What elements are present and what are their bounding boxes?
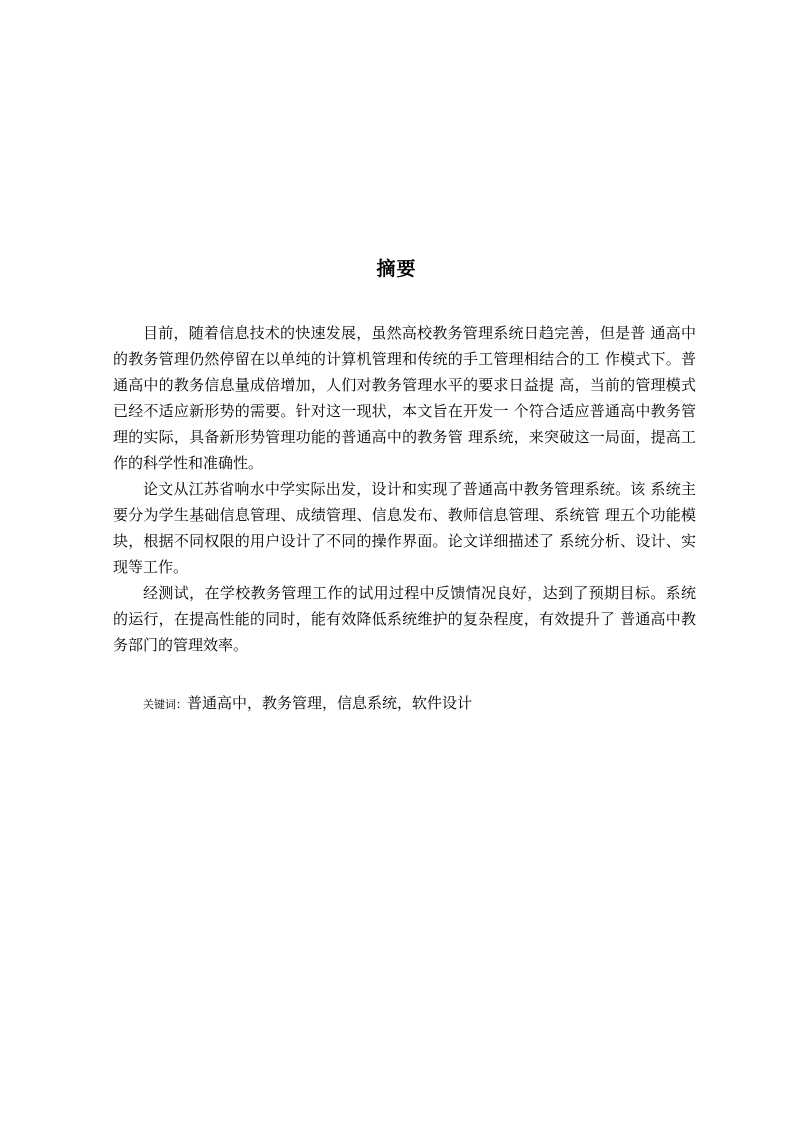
keywords-label: 关键词： — [143, 698, 187, 711]
keywords-text: 普通高中，教务管理，信息系统，软件设计 — [187, 694, 473, 712]
abstract-paragraph-3: 经测试，在学校教务管理工作的试用过程中反馈情况良好，达到了预期目标。系统的运行，在提高性能的同时，能有效降低系统维护的复杂程度，有效提升了 普通高中教务部门的管理效率。 — [113, 584, 696, 654]
abstract-title: 摘要 — [376, 258, 417, 280]
abstract-paragraph-1: 目前，随着信息技术的快速发展，虽然高校教务管理系统日趋完善，但是普 通高中的教务管理仍然停留在以单纯的计算机管理和传统的手工管理相结合的工 作模式下。普通高中的教务信息量成倍增加，人们对教务管理水平的要求日益提 高，当前的管理模式已经不适应新形势的需要。针对这一现状，本文旨在开发一 个符合适应普通高中教务管理的实际，具备新形势管理功能的普通高中的教务管 理系统，来突破这一局面，提高工作的科学性和准确性。 — [113, 324, 696, 472]
abstract-body — [113, 320, 696, 658]
abstract-paragraph-2: 论文从江苏省响水中学实际出发，设计和实现了普通高中教务管理系统。该 系统主要分为学生基础信息管理、成绩管理、信息发布、教师信息管理、系统管 理五个功能模块，根据不同权限的用户设计了不同的操作界面。论文详细描述了 系统分析、设计、实现等工作。 — [113, 480, 696, 576]
keywords-line — [143, 692, 696, 716]
